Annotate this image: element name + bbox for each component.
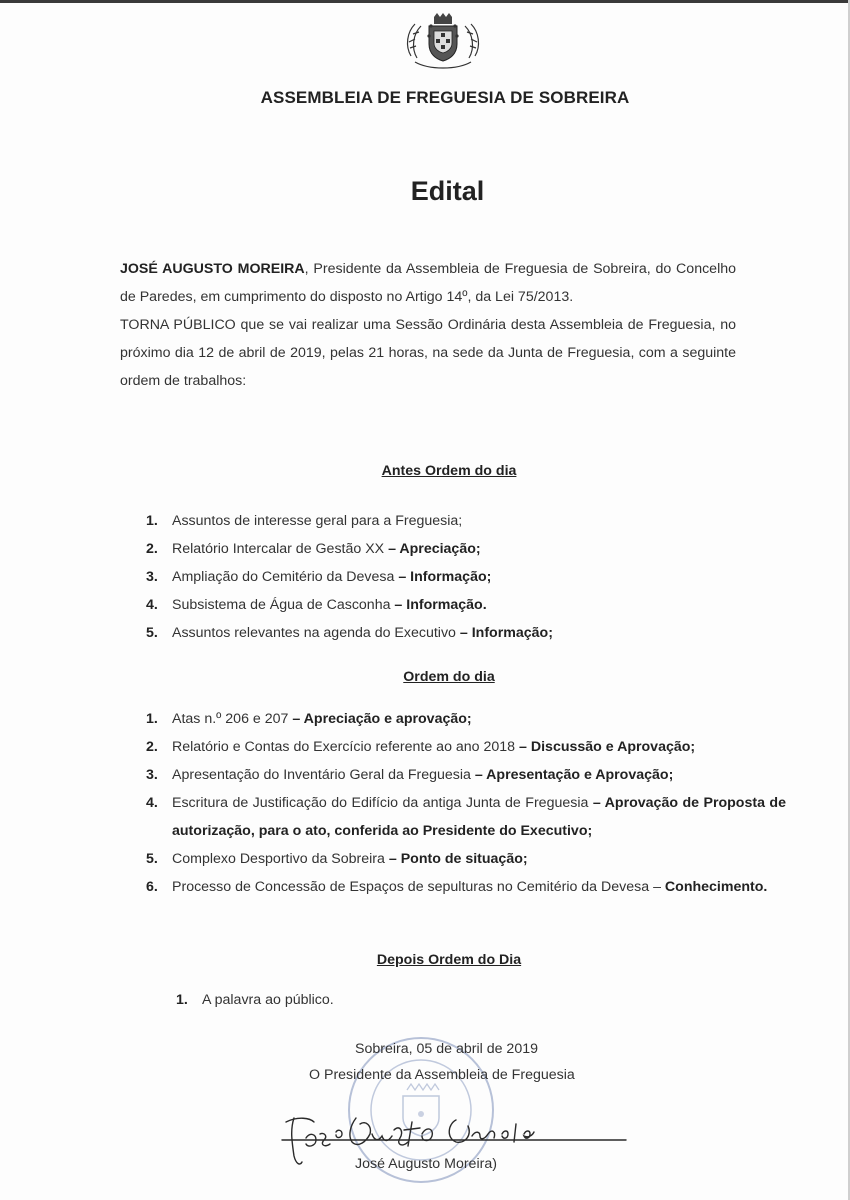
list-item [146,789,786,845]
signature-role: O Presidente da Assembleia de Freguesia [309,1067,575,1083]
item-number: 4. [146,597,158,613]
item-text: Assuntos de interesse geral para a Freguesia; [172,513,463,529]
document-title: Edital [410,176,485,206]
list-item [146,507,786,535]
item-text: Complexo Desportivo da Sobreira [172,851,389,867]
item-text: Apresentação do Inventário Geral da Freguesia [172,767,475,783]
item-number: 1. [176,992,188,1008]
list-item [176,986,816,1014]
item-number: 2. [146,739,158,755]
item-text: Atas n.º 206 e 207 [172,711,293,727]
signature-place-date: Sobreira, 05 de abril de 2019 [355,1041,538,1057]
item-status: – Ponto de situação; [388,851,528,867]
list-item [146,845,786,873]
item-status: – Informação; [398,569,492,585]
intro-paragraph-2: TORNA PÚBLICO que se vai realizar uma Sessão Ordinária desta Assembleia de Freguesia, no próximo dia 12 de abril de 2019, pelas 21 horas, na sede da Junta de Freguesia, com a seguinte ordem de trabalhos: [120,317,736,389]
item-text: Processo de Concessão de Espaços de sepulturas no Cemitério da Devesa – [172,879,665,895]
item-text: Assuntos relevantes na agenda do Executivo [172,625,460,641]
list-item [146,705,786,733]
president-name: JOSÉ AUGUSTO MOREIRA [120,261,305,277]
list-item [146,733,786,761]
item-status: – Apreciação e aprovação; [292,711,472,727]
item-text: Relatório e Contas do Exercício referente ao ano 2018 [172,739,520,755]
item-number: 4. [146,795,158,811]
item-number: 5. [146,625,158,641]
item-status: – Aprovação de Proposta de autorização, para o ato, conferida ao Presidente do Executivo; [172,795,786,839]
list-item [146,591,786,619]
section-heading-antes: Antes Ordem do dia [381,463,517,479]
item-number: 1. [146,513,158,529]
list-item [146,619,786,647]
list-item [146,761,786,789]
item-number: 3. [146,569,158,585]
list-item [146,535,786,563]
scan-top-edge [0,0,850,3]
list-item [146,873,786,901]
item-text: A palavra ao público. [202,992,334,1008]
item-number: 5. [146,851,158,867]
section-heading-ordem: Ordem do dia [403,669,495,685]
item-status: Conhecimento. [664,879,768,895]
list-item [146,563,786,591]
intro-line-1: , Presidente da Assembleia de Freguesia de Sobreira, do Concelho de Paredes, em cumprimento do disposto no Artigo 14º, da Lei 75/2013. [120,261,736,305]
agenda-list-depois [176,986,816,1014]
item-text: Subsistema de Água de Casconha [172,597,395,613]
section-heading-depois: Depois Ordem do Dia [376,952,522,968]
organization-title: ASSEMBLEIA DE FREGUESIA DE SOBREIRA [260,88,630,107]
coat-of-arms-icon [401,12,485,74]
item-status: – Informação. [394,597,487,613]
item-number: 1. [146,711,158,727]
signature-name: José Augusto Moreira) [355,1156,497,1172]
item-text: Relatório Intercalar de Gestão XX [172,541,389,557]
item-status: – Informação; [459,625,553,641]
agenda-list-ordem [146,705,786,901]
item-number: 2. [146,541,158,557]
item-number: 6. [146,879,158,895]
item-status: – Apreciação; [388,541,481,557]
intro-text [120,255,736,395]
item-number: 3. [146,767,158,783]
intro-paragraph-1 [120,255,736,311]
item-text: Ampliação do Cemitério da Devesa [172,569,399,585]
agenda-list-antes [146,507,786,647]
item-status: – Discussão e Aprovação; [519,739,696,755]
item-text: Escritura de Justificação do Edifício da antiga Junta de Freguesia [172,795,593,811]
item-status: – Apresentação e Aprovação; [474,767,674,783]
